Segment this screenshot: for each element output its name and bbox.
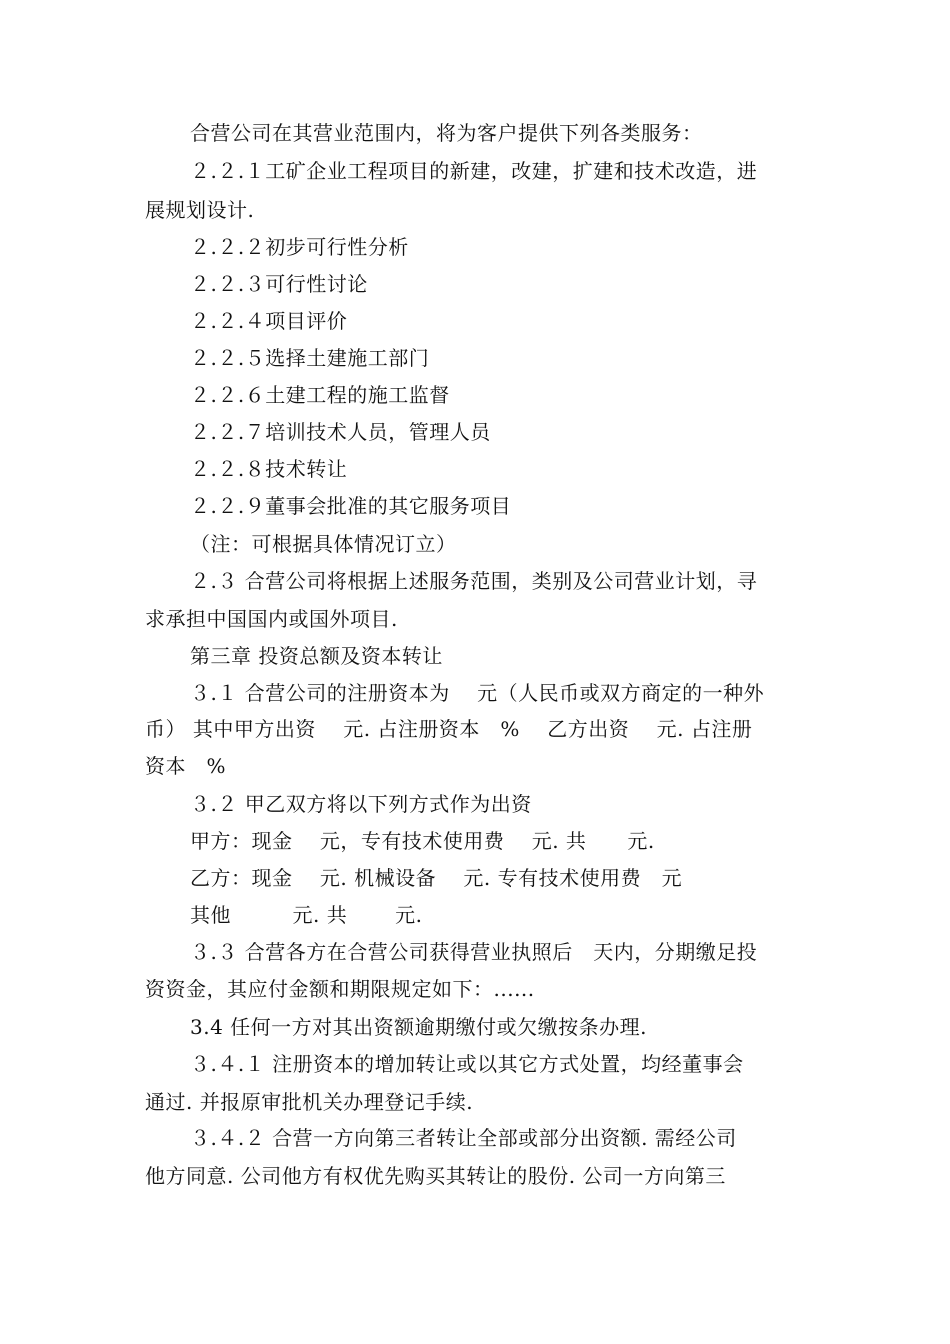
party-a-contribution: 甲方：现金 元，专有技术使用费 元. 共 元.: [190, 829, 655, 853]
clause-2-2-9: ２.２.９董事会批准的其它服务项目: [190, 494, 512, 518]
clause-2-2-8: ２.２.８技术转让: [190, 457, 348, 481]
clause-3-3-cont: 资资金，其应付金额和期限规定如下：......: [145, 977, 535, 1001]
clause-3-1-cont: 币） 其中甲方出资 元. 占注册资本 % 乙方出资 元. 占注册: [145, 717, 753, 741]
clause-2-2-6: ２.２.６土建工程的施工监督: [190, 383, 450, 407]
clause-2-3: ２.３ 合营公司将根据上述服务范围，类别及公司营业计划，寻: [190, 569, 758, 593]
note: （注：可根据具体情况订立）: [190, 532, 457, 556]
clause-3-2: ３.２ 甲乙双方将以下列方式作为出资: [190, 792, 532, 816]
services-intro: 合营公司在其营业范围内，将为客户提供下列各类服务：: [190, 121, 703, 145]
clause-2-2-1-cont: 展规划设计.: [145, 198, 255, 222]
clause-2-2-4: ２.２.４项目评价: [190, 309, 348, 333]
clause-2-2-2: ２.２.２初步可行性分析: [190, 235, 409, 259]
clause-3-4-1-cont: 通过. 并报原审批机关办理登记手续.: [145, 1090, 474, 1114]
clause-3-4-2-cont: 他方同意. 公司他方有权优先购买其转让的股份. 公司一方向第三: [145, 1164, 726, 1188]
chapter-3-heading: 第三章 投资总额及资本转让: [190, 644, 443, 668]
clause-3-4: 3.4 任何一方对其出资额逾期缴付或欠缴按条办理.: [190, 1015, 648, 1039]
clause-3-1-cont2: 资本 %: [145, 754, 227, 778]
clause-2-2-3: ２.２.３可行性讨论: [190, 272, 368, 296]
clause-2-2-7: ２.２.７培训技术人员，管理人员: [190, 420, 491, 444]
clause-3-1: ３.１ 合营公司的注册资本为 元（人民币或双方商定的一种外: [190, 681, 765, 705]
clause-3-4-1: ３.４.１ 注册资本的增加转让或以其它方式处置，均经董事会: [190, 1052, 744, 1076]
party-b-contribution: 乙方：现金 元. 机械设备 元. 专有技术使用费 元: [190, 866, 683, 890]
clause-2-2-1: ２.２.１工矿企业工程项目的新建，改建，扩建和技术改造，进: [190, 159, 758, 183]
clause-3-4-2: ３.４.２ 合营一方向第三者转让全部或部分出资额. 需经公司: [190, 1126, 737, 1150]
other-contribution: 其他 元. 共 元.: [190, 903, 423, 927]
clause-2-3-cont: 求承担中国国内或国外项目.: [145, 607, 398, 631]
clause-2-2-5: ２.２.５选择土建施工部门: [190, 346, 430, 370]
clause-3-3: ３.３ 合营各方在合营公司获得营业执照后 天内，分期缴足投: [190, 940, 758, 964]
